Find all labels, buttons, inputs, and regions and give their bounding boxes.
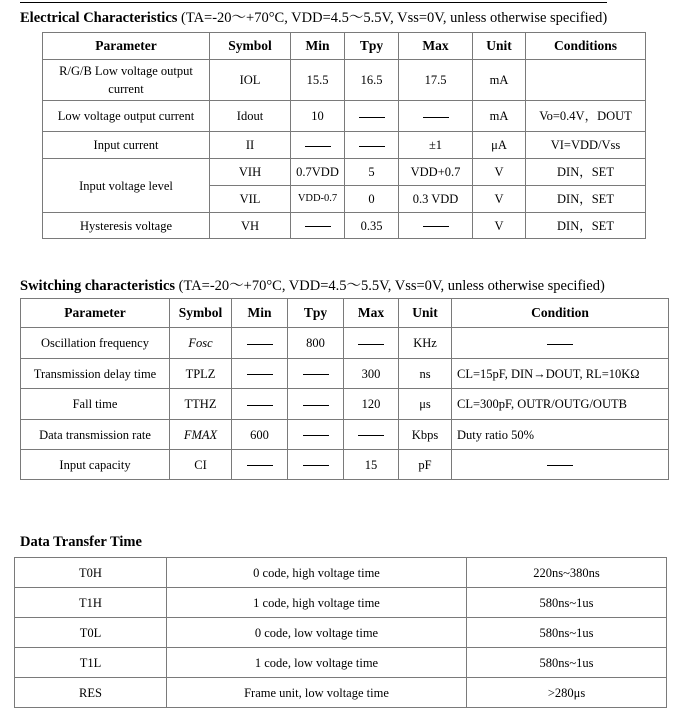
symbol-cell: VH bbox=[210, 213, 291, 239]
typ-cell: 0 bbox=[345, 186, 399, 213]
desc-cell: 0 code, low voltage time bbox=[167, 618, 467, 648]
value-cell: 580ns~1us bbox=[467, 648, 667, 678]
min-cell bbox=[232, 389, 288, 420]
typ-cell: 5 bbox=[345, 159, 399, 186]
table-row bbox=[21, 359, 669, 389]
min-cell: 0.7VDD bbox=[291, 159, 345, 186]
symbol-cell: Idout bbox=[210, 101, 291, 132]
name-cell: RES bbox=[15, 678, 167, 708]
header-typ: Tpy bbox=[345, 33, 399, 60]
symbol-cell: FMAX bbox=[170, 420, 232, 450]
cond-cell: CL=15pF, DIN→DOUT, RL=10KΩ bbox=[452, 359, 669, 389]
unit-cell: KHz bbox=[399, 328, 452, 359]
typ-cell bbox=[288, 450, 344, 480]
min-cell: 15.5 bbox=[291, 60, 345, 101]
max-cell bbox=[399, 213, 473, 239]
unit-cell: μs bbox=[399, 389, 452, 420]
param-cell: Input current bbox=[43, 132, 210, 159]
table-row bbox=[21, 328, 669, 359]
param-cell: R/G/B Low voltage output current bbox=[43, 60, 210, 101]
max-cell bbox=[344, 328, 399, 359]
table-row bbox=[15, 648, 667, 678]
typ-cell bbox=[288, 359, 344, 389]
max-cell: 15 bbox=[344, 450, 399, 480]
unit-cell: V bbox=[473, 159, 526, 186]
unit-cell: mA bbox=[473, 60, 526, 101]
switching-table bbox=[20, 298, 669, 480]
param-cell: Oscillation frequency bbox=[21, 328, 170, 359]
value-cell: 580ns~1us bbox=[467, 618, 667, 648]
dash-mark bbox=[423, 226, 449, 227]
symbol-cell: VIL bbox=[210, 186, 291, 213]
table-row bbox=[43, 213, 646, 239]
transfer-table bbox=[14, 557, 667, 708]
param-cell: Input voltage level bbox=[43, 159, 210, 213]
param-cell: Input capacity bbox=[21, 450, 170, 480]
symbol-cell: Fosc bbox=[170, 328, 232, 359]
param-cell: Fall time bbox=[21, 389, 170, 420]
dash-mark bbox=[303, 435, 329, 436]
param-cell: Hysteresis voltage bbox=[43, 213, 210, 239]
unit-cell: pF bbox=[399, 450, 452, 480]
table-row bbox=[15, 588, 667, 618]
max-cell: 0.3 VDD bbox=[399, 186, 473, 213]
typ-cell bbox=[345, 132, 399, 159]
unit-cell: Kbps bbox=[399, 420, 452, 450]
unit-cell: V bbox=[473, 186, 526, 213]
header-conditions: Conditions bbox=[526, 33, 646, 60]
electrical-title-conditions: (TA=-20～+70°C, VDD=4.5～5.5V, Vss=0V, unless otherwise specified) bbox=[181, 10, 608, 26]
typ-cell bbox=[345, 101, 399, 132]
header-unit: Unit bbox=[399, 299, 452, 328]
header-symbol: Symbol bbox=[210, 33, 291, 60]
cond-cell: Duty ratio 50% bbox=[452, 420, 669, 450]
dash-mark bbox=[247, 465, 273, 466]
electrical-title bbox=[20, 6, 607, 27]
symbol-cell: CI bbox=[170, 450, 232, 480]
cond-cell: DIN，SET bbox=[526, 159, 646, 186]
desc-cell: 1 code, low voltage time bbox=[167, 648, 467, 678]
dash-mark bbox=[305, 146, 331, 147]
header-max: Max bbox=[399, 33, 473, 60]
desc-cell: 1 code, high voltage time bbox=[167, 588, 467, 618]
dash-mark bbox=[247, 405, 273, 406]
dash-mark bbox=[359, 117, 385, 118]
param-cell: Low voltage output current bbox=[43, 101, 210, 132]
table-row bbox=[15, 558, 667, 588]
table-row bbox=[43, 159, 646, 186]
min-cell bbox=[232, 328, 288, 359]
dash-mark bbox=[358, 435, 384, 436]
table-row bbox=[43, 132, 646, 159]
max-cell: 17.5 bbox=[399, 60, 473, 101]
value-cell: 220ns~380ns bbox=[467, 558, 667, 588]
max-cell: ±1 bbox=[399, 132, 473, 159]
value-cell: >280μs bbox=[467, 678, 667, 708]
table-row bbox=[43, 60, 646, 101]
name-cell: T1H bbox=[15, 588, 167, 618]
name-cell: T1L bbox=[15, 648, 167, 678]
dash-mark bbox=[359, 146, 385, 147]
dash-mark bbox=[547, 344, 573, 345]
unit-cell: ns bbox=[399, 359, 452, 389]
cond-cell: DIN，SET bbox=[526, 186, 646, 213]
param-cell: Data transmission rate bbox=[21, 420, 170, 450]
transfer-title bbox=[20, 534, 142, 551]
min-cell: 600 bbox=[232, 420, 288, 450]
min-cell bbox=[232, 450, 288, 480]
header-min: Min bbox=[232, 299, 288, 328]
table-row bbox=[15, 618, 667, 648]
typ-cell: 800 bbox=[288, 328, 344, 359]
typ-cell: 0.35 bbox=[345, 213, 399, 239]
unit-cell: V bbox=[473, 213, 526, 239]
cond-cell: CL=300pF, OUTR/OUTG/OUTB bbox=[452, 389, 669, 420]
cond-cell: Vo=0.4V，DOUT bbox=[526, 101, 646, 132]
dash-mark bbox=[247, 344, 273, 345]
desc-cell: 0 code, high voltage time bbox=[167, 558, 467, 588]
min-cell: VDD-0.7 bbox=[291, 186, 345, 213]
symbol-cell: TPLZ bbox=[170, 359, 232, 389]
symbol-cell: IOL bbox=[210, 60, 291, 101]
table-row bbox=[21, 420, 669, 450]
max-cell bbox=[344, 420, 399, 450]
table-row bbox=[43, 101, 646, 132]
symbol-cell: TTHZ bbox=[170, 389, 232, 420]
header-typ: Tpy bbox=[288, 299, 344, 328]
switching-title-conditions: (TA=-20～+70°C, VDD=4.5～5.5V, Vss=0V, unless otherwise specified) bbox=[178, 278, 605, 294]
dash-mark bbox=[303, 405, 329, 406]
electrical-table bbox=[42, 32, 646, 239]
header-condition: Condition bbox=[452, 299, 669, 328]
cond-cell: VI=VDD/Vss bbox=[526, 132, 646, 159]
header-parameter: Parameter bbox=[21, 299, 170, 328]
dash-mark bbox=[247, 374, 273, 375]
typ-cell bbox=[288, 389, 344, 420]
table-row bbox=[21, 450, 669, 480]
cond-cell bbox=[452, 328, 669, 359]
desc-cell: Frame unit, low voltage time bbox=[167, 678, 467, 708]
min-cell bbox=[291, 213, 345, 239]
name-cell: T0H bbox=[15, 558, 167, 588]
symbol-cell: II bbox=[210, 132, 291, 159]
cond-cell bbox=[452, 450, 669, 480]
name-cell: T0L bbox=[15, 618, 167, 648]
dash-mark bbox=[303, 465, 329, 466]
typ-cell: 16.5 bbox=[345, 60, 399, 101]
header-parameter: Parameter bbox=[43, 33, 210, 60]
dash-mark bbox=[358, 344, 384, 345]
symbol-cell: VIH bbox=[210, 159, 291, 186]
dash-mark bbox=[547, 465, 573, 466]
dash-mark bbox=[303, 374, 329, 375]
max-cell: VDD+0.7 bbox=[399, 159, 473, 186]
max-cell bbox=[399, 101, 473, 132]
unit-cell: μA bbox=[473, 132, 526, 159]
max-cell: 300 bbox=[344, 359, 399, 389]
unit-cell: mA bbox=[473, 101, 526, 132]
max-cell: 120 bbox=[344, 389, 399, 420]
min-cell: 10 bbox=[291, 101, 345, 132]
header-unit: Unit bbox=[473, 33, 526, 60]
dash-mark bbox=[305, 226, 331, 227]
param-cell: Transmission delay time bbox=[21, 359, 170, 389]
table-row bbox=[21, 389, 669, 420]
switching-title bbox=[20, 274, 605, 295]
min-cell bbox=[232, 359, 288, 389]
typ-cell bbox=[288, 420, 344, 450]
value-cell: 580ns~1us bbox=[467, 588, 667, 618]
header-max: Max bbox=[344, 299, 399, 328]
header-min: Min bbox=[291, 33, 345, 60]
min-cell bbox=[291, 132, 345, 159]
transfer-title-bold: Data Transfer Time bbox=[20, 534, 142, 550]
switching-title-bold: Switching characteristics bbox=[20, 278, 176, 294]
cond-cell bbox=[526, 60, 646, 101]
electrical-title-bold: Electrical Characteristics bbox=[20, 10, 178, 26]
dash-mark bbox=[423, 117, 449, 118]
table-row bbox=[15, 678, 667, 708]
header-symbol: Symbol bbox=[170, 299, 232, 328]
cond-cell: DIN，SET bbox=[526, 213, 646, 239]
